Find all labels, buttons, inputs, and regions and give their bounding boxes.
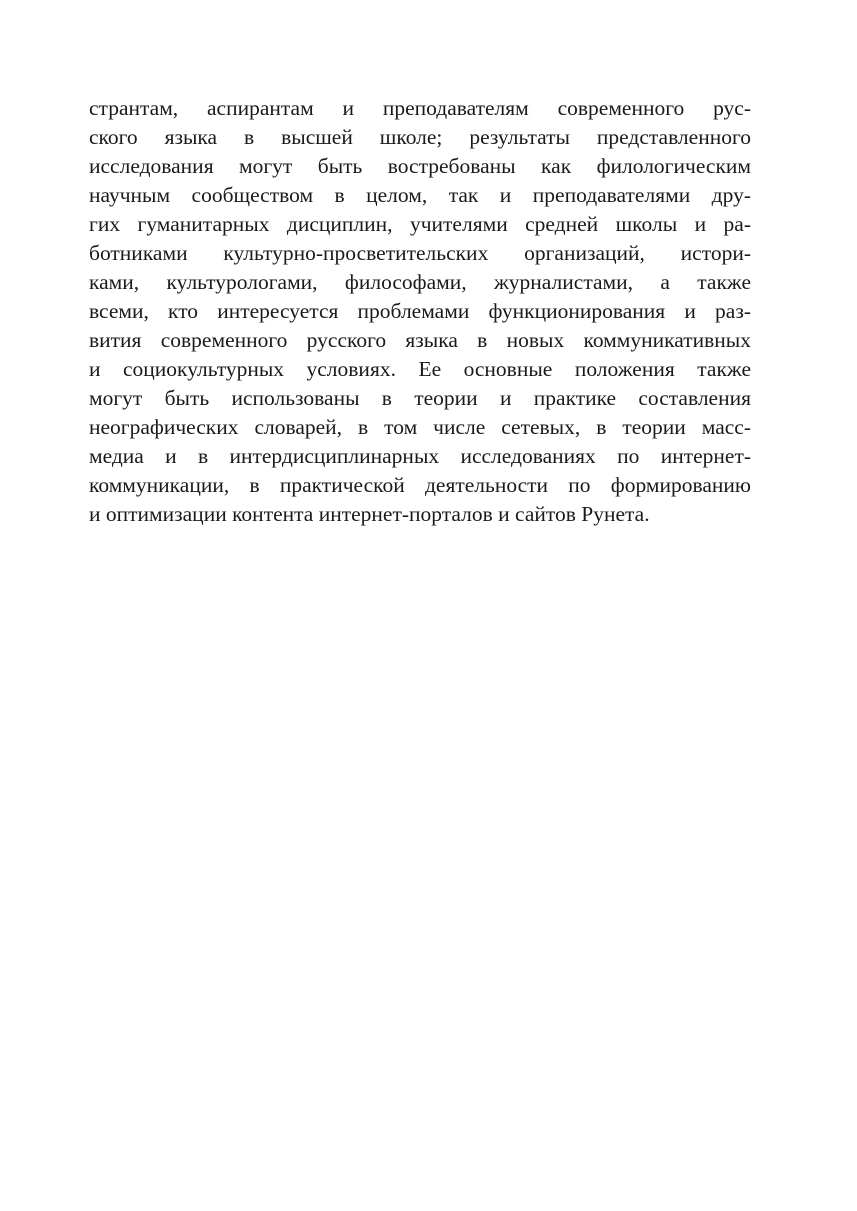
text-line: коммуникации, в практической деятельности по формированию xyxy=(89,473,751,497)
text-line: неографических словарей, в том числе сетевых, в теории масс- xyxy=(89,415,751,439)
body-paragraph xyxy=(89,94,751,529)
text-line: вития современного русского языка в новых коммуникативных xyxy=(89,328,751,352)
text-line: всеми, кто интересуется проблемами функционирования и раз- xyxy=(89,299,751,323)
text-line: и социокультурных условиях. Ее основные положения также xyxy=(89,357,751,381)
text-line: ского языка в высшей школе; результаты представленного xyxy=(89,125,751,149)
text-line: ботниками культурно-просветительских организаций, истори- xyxy=(89,241,751,265)
text-line: странтам, аспирантам и преподавателям современного рус- xyxy=(89,96,751,120)
text-line: медиа и в интердисциплинарных исследованиях по интернет- xyxy=(89,444,751,468)
text-line: могут быть использованы в теории и практике составления xyxy=(89,386,751,410)
text-line: исследования могут быть востребованы как филологическим xyxy=(89,154,751,178)
text-line: научным сообществом в целом, так и преподавателями дру- xyxy=(89,183,751,207)
text-line: и оптимизации контента интернет-порталов и сайтов Рунета. xyxy=(89,502,650,526)
text-line: ками, культурологами, философами, журналистами, а также xyxy=(89,270,751,294)
text-line: гих гуманитарных дисциплин, учителями средней школы и ра- xyxy=(89,212,751,236)
